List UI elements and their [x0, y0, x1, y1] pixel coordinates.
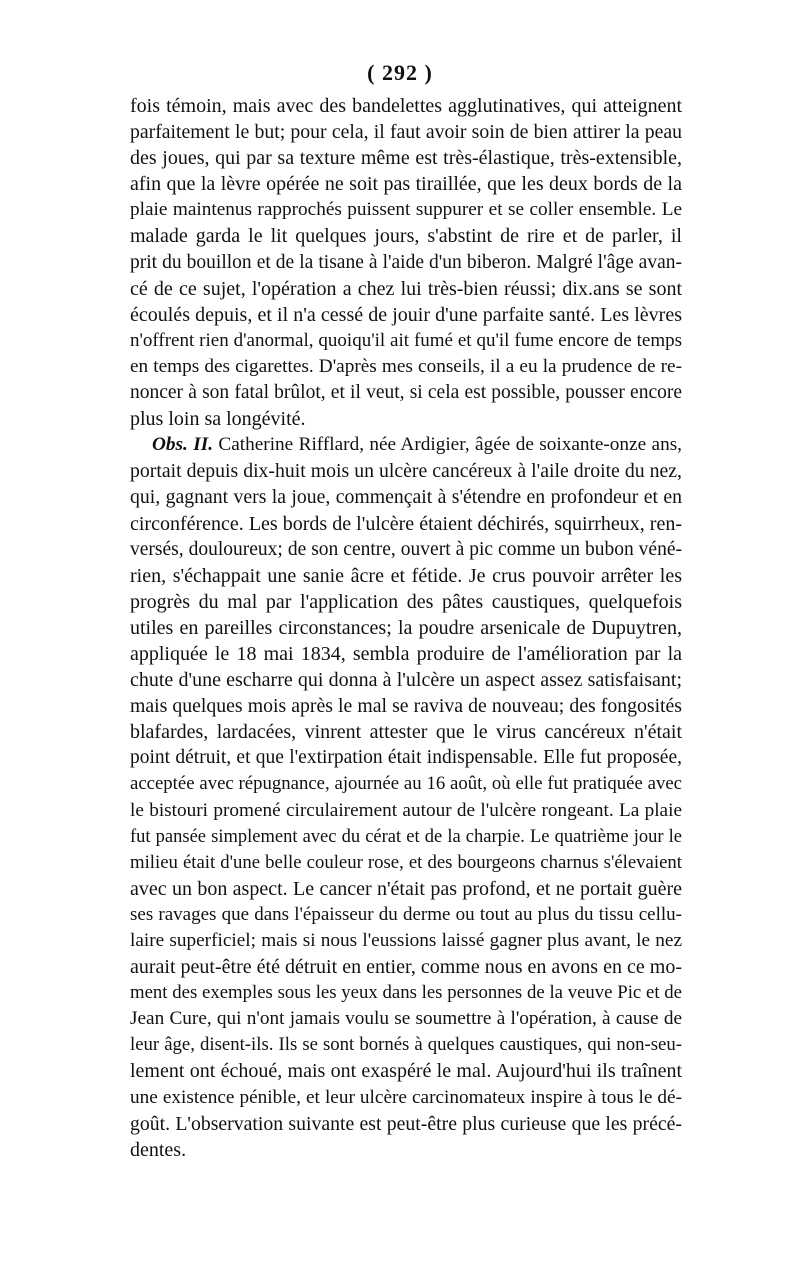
text-line: portait depuis dix-huit mois un ulcère cancéreux à l'aile droite du nez,	[130, 460, 682, 483]
paragraph-2	[130, 432, 682, 1163]
text-line: n'offrent rien d'anormal, quoiqu'il ait fumé et qu'il fume encore de temps	[130, 329, 682, 351]
text-line: parfaitement le but; pour cela, il faut avoir soin de bien attirer la peau	[130, 121, 682, 144]
text-line: plus loin sa longévité.	[130, 408, 306, 431]
text-line: aurait peut-être été détruit en entier, comme nous en avons en ce mo-	[130, 956, 682, 979]
text-line: Jean Cure, qui n'ont jamais voulu se soumettre à l'opération, à cause de	[130, 1008, 682, 1030]
text-line: le bistouri promené circulairement autour de l'ulcère rongeant. La plaie	[130, 799, 682, 821]
text-line: cé de ce sujet, l'opération a chez lui très-bien réussi; dix.ans se sont	[130, 277, 682, 300]
text-line: blafardes, lardacées, vinrent attester que le virus cancéreux n'était	[130, 721, 682, 744]
text-line: noncer à son fatal brûlot, et il veut, si cela est possible, pousser encore	[130, 382, 682, 404]
text-line: leur âge, disent-ils. Ils se sont bornés à quelques caustiques, qui non-seu-	[130, 1034, 682, 1056]
text-line: ses ravages que dans l'épaisseur du derme ou tout au plus du tissu cellu-	[130, 903, 682, 925]
text-line: fois témoin, mais avec des bandelettes agglutinatives, qui atteignent	[130, 95, 682, 117]
text-line: acceptée avec répugnance, ajournée au 16 août, où elle fut pratiquée avec	[130, 773, 682, 795]
text-line: circonférence. Les bords de l'ulcère étaient déchirés, squirrheux, ren-	[130, 512, 682, 535]
text-line: fut pansée simplement avec du cérat et de la charpie. Le quatrième jour le	[130, 826, 682, 847]
text-line: plaie maintenus rapprochés puissent suppurer et se coller ensemble. Le	[130, 199, 682, 221]
text-line: point détruit, et que l'extirpation était indispensable. Elle fut proposée,	[130, 747, 682, 769]
paragraph-1	[130, 93, 682, 432]
text-line: laire superficiel; mais si nous l'eussions laissé gagner plus avant, le nez	[130, 930, 682, 951]
body-text	[130, 93, 682, 1163]
text-line: mais quelques mois après le mal se raviva de nouveau; des fongosités	[130, 695, 682, 718]
observation-heading-line	[130, 432, 682, 458]
text-line: chute d'une escharre qui donna à l'ulcère un aspect assez satisfaisant;	[130, 669, 682, 692]
text-line: dentes.	[130, 1138, 187, 1161]
text-line: milieu était d'une belle couleur rose, et des bourgeons charnus s'élevaient	[130, 851, 682, 873]
text-line: en temps des cigarettes. D'après mes conseils, il a eu la prudence de re-	[130, 355, 682, 377]
text-line: versés, douloureux; de son centre, ouvert à pic comme un bubon véné-	[130, 538, 682, 560]
text-line-start: Catherine Rifflard, née Ardigier, âgée de soixante-onze ans,	[213, 434, 682, 456]
text-line: prit du bouillon et de la tisane à l'aide d'un biberon. Malgré l'âge avan-	[130, 251, 682, 273]
text-line: ment des exemples sous les yeux dans les personnes de la veuve Pic et de	[130, 982, 682, 1004]
text-line: appliquée le 18 mai 1834, sembla produire de l'amélioration par la	[130, 642, 682, 665]
text-line: écoulés depuis, et il n'a cessé de jouir d'une parfaite santé. Les lèvres	[130, 303, 682, 326]
text-line: malade garda le lit quelques jours, s'abstint de rire et de parler, il	[130, 225, 682, 248]
text-line: une existence pénible, et leur ulcère carcinomateux inspire à tous le dé-	[130, 1086, 682, 1108]
text-line: utiles en pareilles circonstances; la poudre arsenicale de Dupuytren,	[130, 616, 682, 639]
text-line: avec un bon aspect. Le cancer n'était pas profond, et ne portait guère	[130, 877, 682, 900]
text-line: lement ont échoué, mais ont exaspéré le mal. Aujourd'hui ils traînent	[130, 1060, 682, 1083]
text-line: progrès du mal par l'application des pâtes caustiques, quelquefois	[130, 590, 682, 613]
text-line: des joues, qui par sa texture même est très-élastique, très-extensible,	[130, 147, 682, 170]
text-line: goût. L'observation suivante est peut-être plus curieuse que les précé-	[130, 1112, 682, 1135]
text-line: afin que la lèvre opérée ne soit pas tiraillée, que les deux bords de la	[130, 173, 682, 196]
page-number: ( 292 )	[367, 60, 433, 85]
text-line: rien, s'échappait une sanie âcre et fétide. Je crus pouvoir arrêter les	[130, 564, 682, 587]
text-line: qui, gagnant vers la joue, commençait à s'étendre en profondeur et en	[130, 486, 682, 509]
observation-label: Obs. II.	[152, 434, 214, 456]
